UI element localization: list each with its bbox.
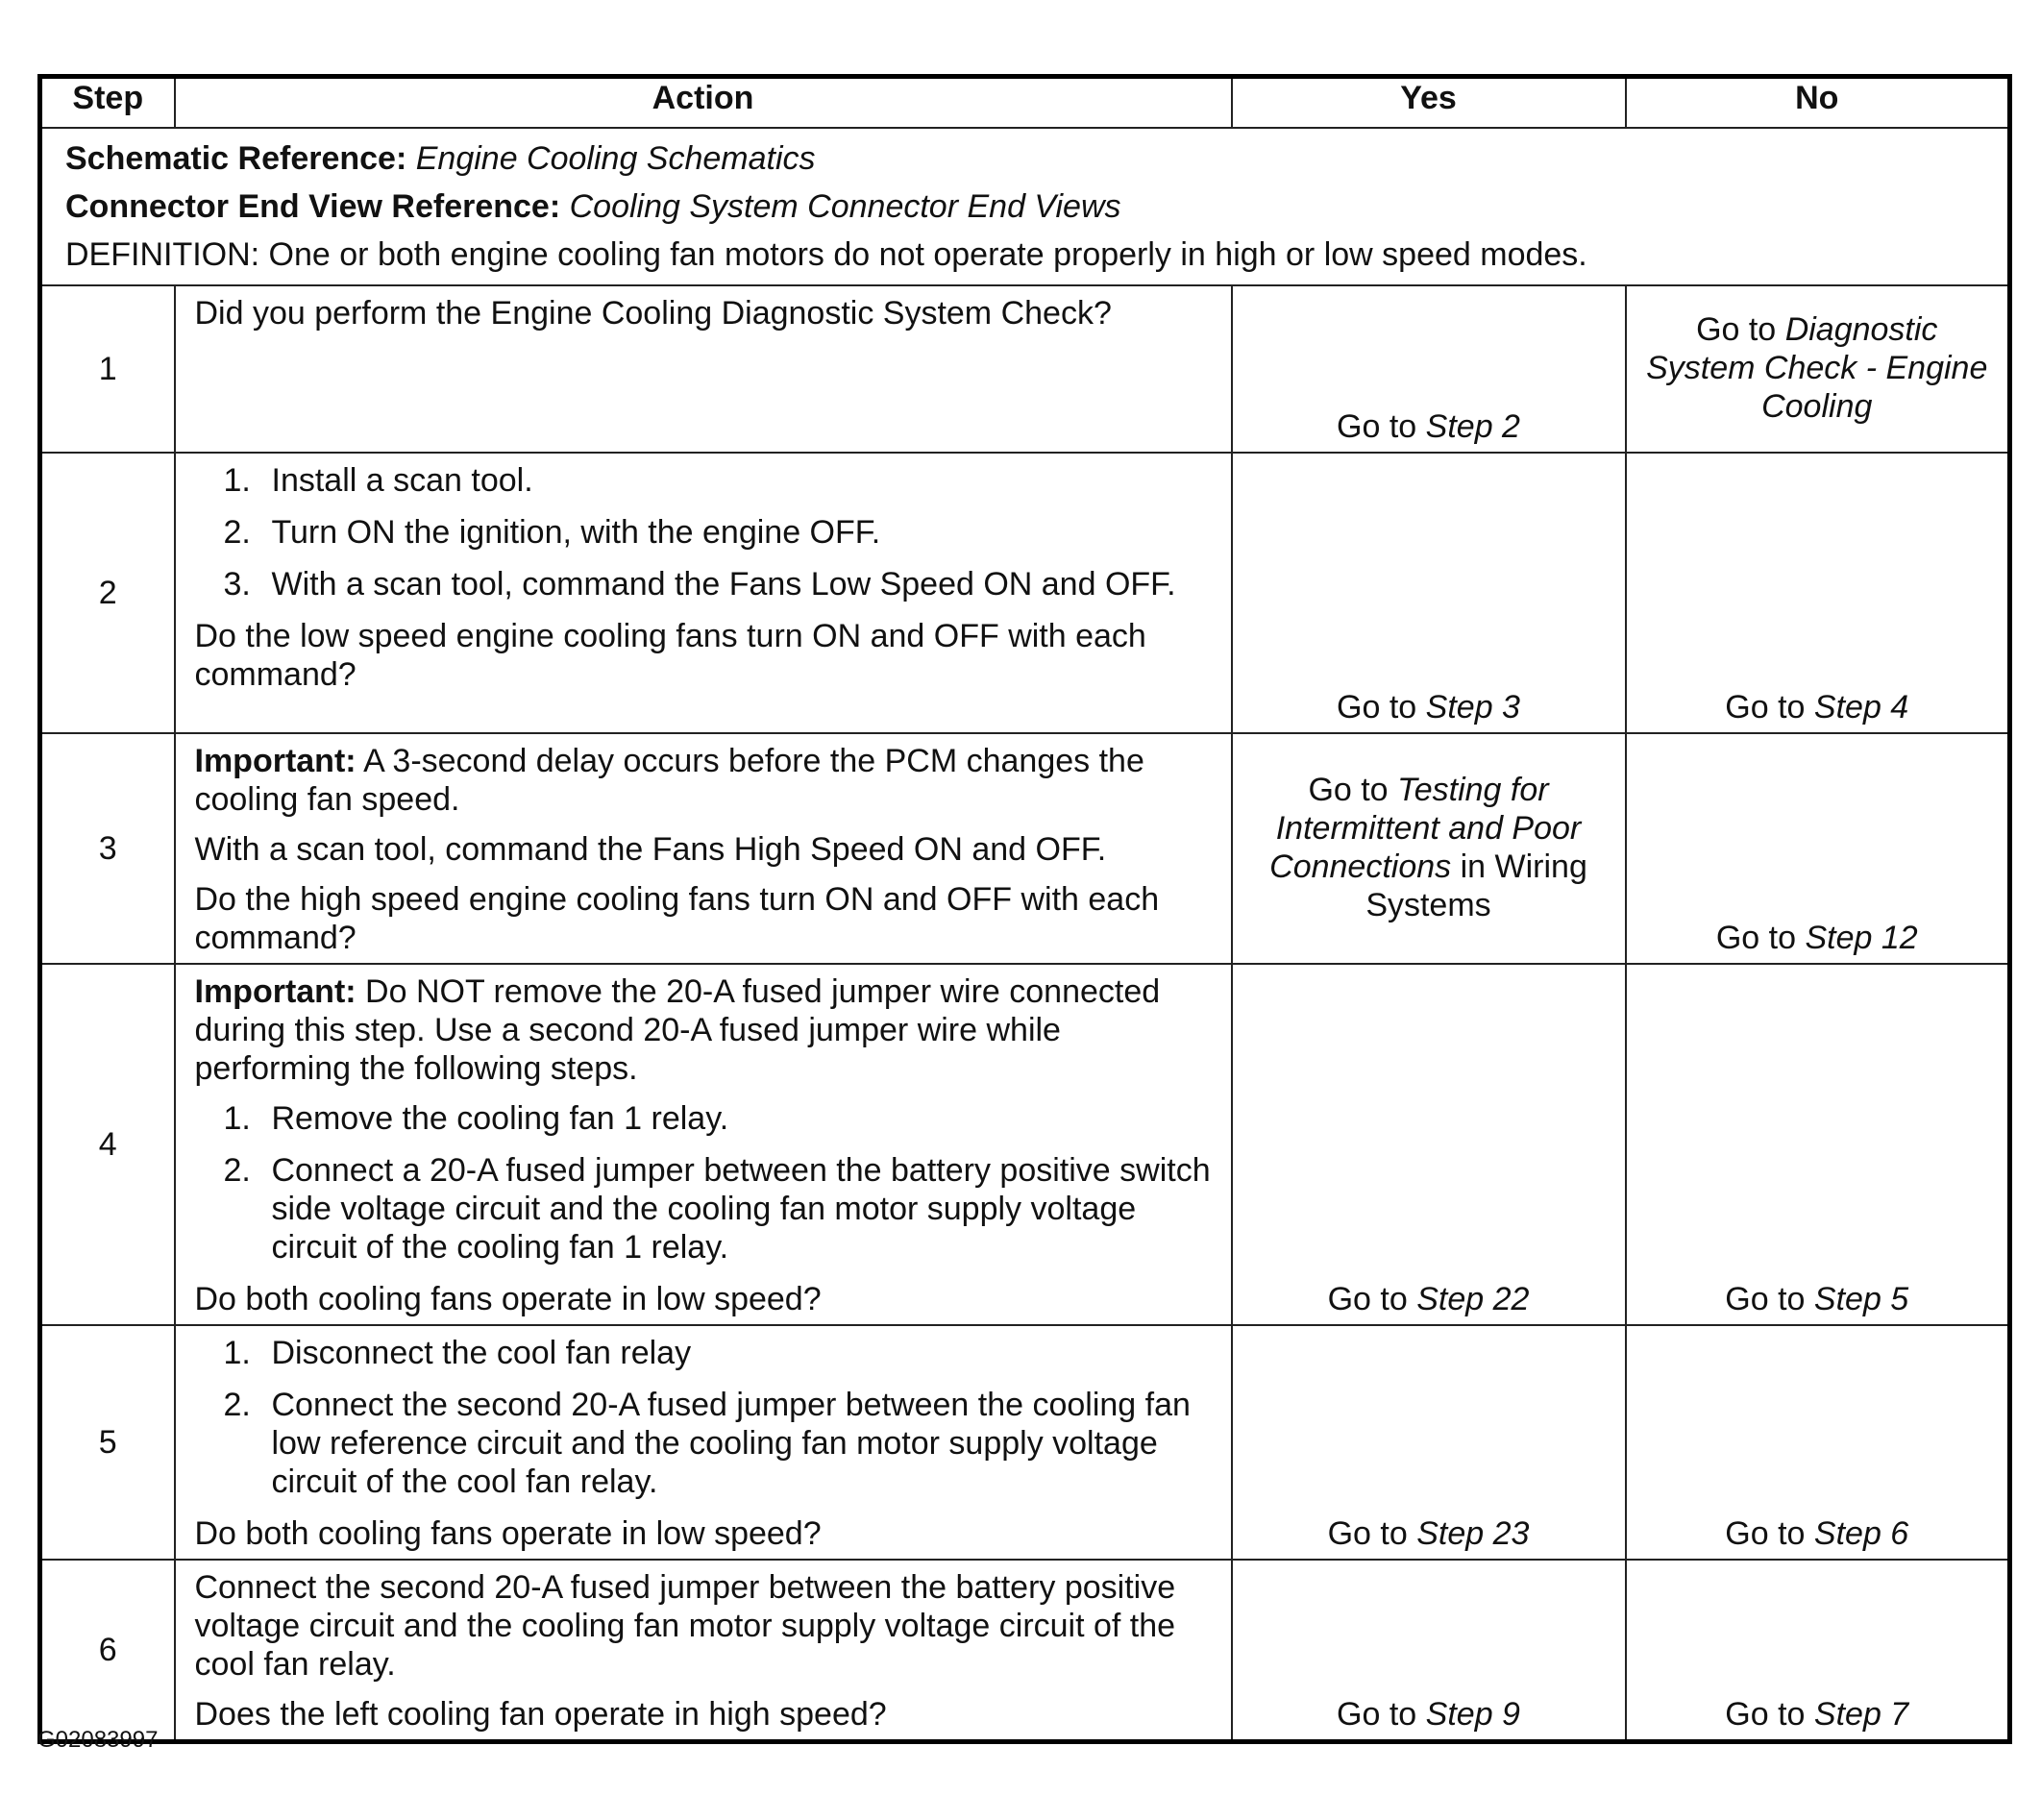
list-item [195,1099,1217,1138]
list-item [195,1386,1217,1501]
header-action: Action [175,77,1232,129]
action-question: Does the left cooling fan operate in high speed? [194,1696,887,1733]
no-prefix: Go to [1715,920,1796,956]
action-cell [175,964,1232,1325]
step-number: 2 [40,453,175,733]
no-prefix: Go to [1725,689,1806,726]
list-item [195,565,1217,603]
reference-row [40,128,2010,285]
yes-prefix: Go to [1337,408,1417,445]
table-row [40,733,2010,964]
action-steps-list [195,1334,1217,1501]
action-cell [175,1560,1232,1742]
schematic-reference [65,135,1988,183]
list-item-text: Install a scan tool. [271,462,533,499]
important-label: Important: [194,973,357,1010]
yes-cell [1232,1325,1626,1560]
no-step-link[interactable]: Step 5 [1813,1281,1909,1317]
header-step: Step [40,77,175,129]
yes-prefix: Go to [1337,1696,1417,1733]
list-item [195,461,1217,500]
step-number: 1 [40,285,175,453]
yes-prefix: Go to [1327,1515,1408,1552]
step-number: 6 [40,1560,175,1742]
yes-prefix: Go to [1327,1281,1408,1317]
table-row [40,1325,2010,1560]
yes-step-link[interactable]: Step 2 [1425,408,1520,445]
action-question: Do both cooling fans operate in low speed? [194,1515,822,1552]
diagnostic-table [37,74,2012,1744]
diagnostic-table-sheet [37,74,2007,1744]
header-yes: Yes [1232,77,1626,129]
step-number: 3 [40,733,175,964]
no-step-link[interactable]: Step 12 [1805,920,1918,956]
list-item [195,1334,1217,1372]
no-cell [1626,1560,2010,1742]
important-text: Do NOT remove the 20-A fused jumper wire connected during this step. Use a second 20-A fused jumper wire while performing the following steps. [194,973,1161,1087]
no-cell [1626,285,2010,453]
yes-step-link[interactable]: Step 22 [1416,1281,1530,1317]
list-item-text: Disconnect the cool fan relay [271,1335,692,1371]
action-question: Do the high speed engine cooling fans turn ON and OFF with each command? [194,881,1160,956]
important-note [195,742,1217,819]
yes-prefix: Go to [1308,772,1389,808]
list-item-text: Connect the second 20-A fused jumper between the cooling fan low reference circuit and the cooling fan motor supply voltage circuit of the cool fan relay. [271,1387,1191,1500]
table-row [40,964,2010,1325]
yes-cell [1232,964,1626,1325]
table-header-row [40,77,2010,129]
list-item-number: 1. [223,1335,251,1371]
yes-cell [1232,733,1626,964]
list-item-text: Remove the cooling fan 1 relay. [271,1100,729,1137]
no-step-link[interactable]: Step 6 [1813,1515,1909,1552]
list-item-text: Turn ON the ignition, with the engine OFF. [271,514,881,551]
no-cell [1626,964,2010,1325]
definition-text: DEFINITION: One or both engine cooling fan motors do not operate properly in high or low speed modes. [65,236,1587,273]
step-number: 5 [40,1325,175,1560]
action-cell [175,733,1232,964]
header-no: No [1626,77,2010,129]
yes-cell [1232,1560,1626,1742]
important-note [195,972,1217,1088]
list-item-number: 1. [223,1100,251,1137]
list-item [195,513,1217,552]
yes-step-link[interactable]: Step 9 [1425,1696,1520,1733]
list-item-text: With a scan tool, command the Fans Low Speed ON and OFF. [271,566,1176,603]
table-row [40,453,2010,733]
yes-cell [1232,453,1626,733]
yes-step-link[interactable]: Testing for Intermittent and Poor Connections [1269,772,1582,885]
yes-prefix: Go to [1337,689,1417,726]
important-text: A 3-second delay occurs before the PCM changes the cooling fan speed. [194,743,1144,818]
action-question: Do the low speed engine cooling fans turn ON and OFF with each command? [194,618,1146,693]
schematic-reference-label: Schematic Reference: [65,140,407,177]
yes-step-link[interactable]: Step 23 [1416,1515,1530,1552]
action-cell [175,285,1232,453]
action-question: Did you perform the Engine Cooling Diagnostic System Check? [194,295,1112,332]
no-cell [1626,453,2010,733]
list-item-text: Connect a 20-A fused jumper between the battery positive switch side voltage circuit and the cooling fan motor supply voltage circuit of the cooling fan 1 relay. [271,1152,1211,1266]
action-steps-list [195,461,1217,603]
table-row [40,1560,2010,1742]
action-steps-list [195,1099,1217,1267]
action-question: Do both cooling fans operate in low speed? [194,1281,822,1317]
action-instruction: Connect the second 20-A fused jumper between the battery positive voltage circuit and the cooling fan motor supply voltage circuit of the cool fan relay. [194,1569,1176,1683]
reference-cell [40,128,2010,285]
table-row [40,285,2010,453]
connector-reference-label: Connector End View Reference: [65,188,561,225]
no-prefix: Go to [1725,1281,1806,1317]
no-prefix: Go to [1725,1696,1806,1733]
action-instruction: With a scan tool, command the Fans High Speed ON and OFF. [194,831,1107,868]
no-step-link[interactable]: Diagnostic System Check - Engine Cooling [1646,311,1988,425]
schematic-reference-link[interactable]: Engine Cooling Schematics [415,140,816,177]
list-item-number: 2. [223,1387,251,1423]
step-number: 4 [40,964,175,1325]
connector-reference-link[interactable]: Cooling System Connector End Views [569,188,1121,225]
list-item [195,1151,1217,1267]
list-item-number: 2. [223,514,251,551]
no-cell [1626,1325,2010,1560]
yes-suffix: in Wiring Systems [1365,849,1587,923]
important-label: Important: [194,743,357,779]
action-cell [175,453,1232,733]
yes-cell [1232,285,1626,453]
no-prefix: Go to [1696,311,1777,348]
figure-id: G02083997 [37,1727,159,1753]
action-cell [175,1325,1232,1560]
connector-reference [65,183,1988,231]
no-step-link[interactable]: Step 7 [1813,1696,1909,1733]
list-item-number: 3. [223,566,251,603]
yes-step-link[interactable]: Step 3 [1425,689,1520,726]
no-step-link[interactable]: Step 4 [1813,689,1909,726]
no-prefix: Go to [1725,1515,1806,1552]
no-cell [1626,733,2010,964]
list-item-number: 2. [223,1152,251,1189]
list-item-number: 1. [223,462,251,499]
